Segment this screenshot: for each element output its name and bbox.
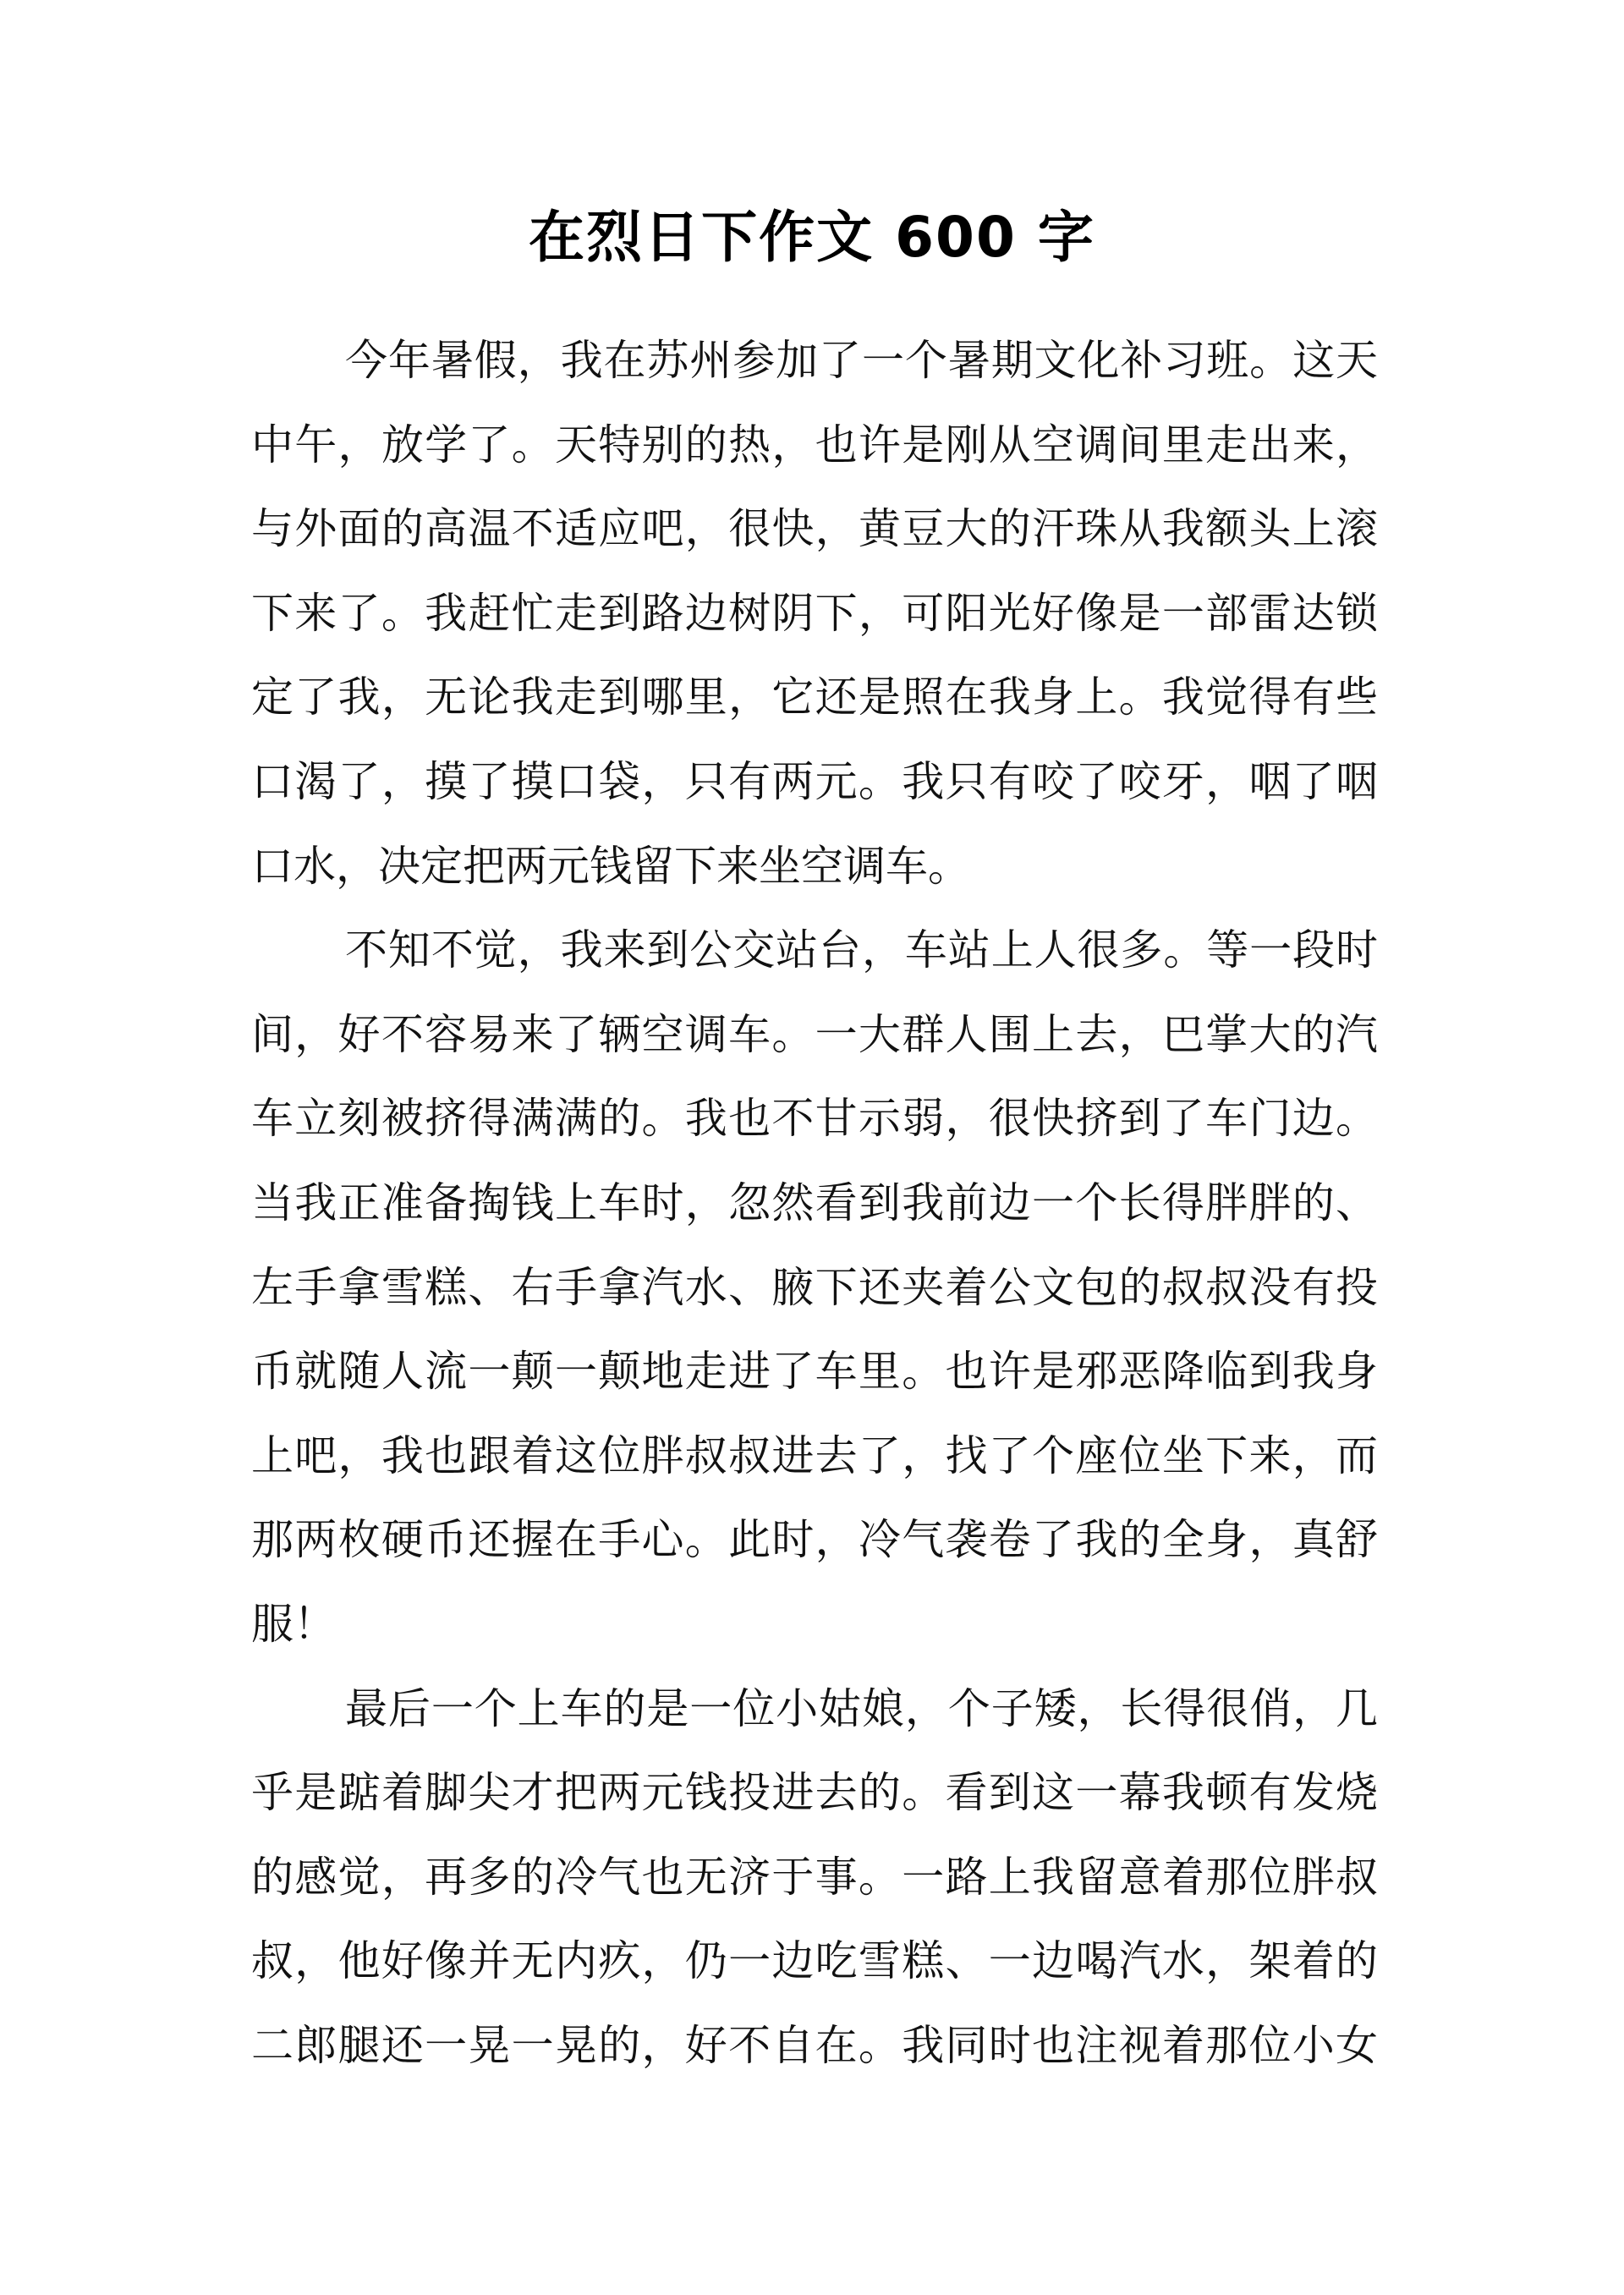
text-line: 最后一个上车的是一位小姑娘，个子矮，长得很俏，几: [345, 1683, 1378, 1733]
text-line: 币就随人流一颠一颠地走进了车里。也许是邪恶降临到我身: [251, 1347, 1378, 1397]
text-line: 那两枚硬币还握在手心。此时，冷气袭卷了我的全身，真舒: [251, 1515, 1378, 1565]
text-line: 当我正准备掏钱上车时，忽然看到我前边一个长得胖胖的、: [251, 1178, 1378, 1227]
text-line: 间，好不容易来了辆空调车。一大群人围上去，巴掌大的汽: [251, 1009, 1378, 1059]
paragraph-1: [251, 319, 1378, 909]
text-line: 上吧，我也跟着这位胖叔叔进去了，找了个座位坐下来，而: [251, 1430, 1378, 1480]
text-line: 定了我，无论我走到哪里，它还是照在我身上。我觉得有些: [251, 673, 1378, 722]
text-line: 中午，放学了。天特别的热，也许是刚从空调间里走出来，: [251, 420, 1378, 469]
text-line: 今年暑假，我在苏州参加了一个暑期文化补习班。这天: [345, 336, 1378, 385]
text-line: 叔，他好像并无内疚，仍一边吃雪糕、一边喝汽水，架着的: [251, 1936, 1378, 1986]
text-line: 服！: [251, 1599, 336, 1649]
document-body: [251, 319, 1378, 2088]
document-title: 在烈日下作文 600 字: [529, 205, 1095, 270]
text-line: 乎是踮着脚尖才把两元钱投进去的。看到这一幕我顿有发烧: [251, 1768, 1378, 1818]
text-line: 与外面的高温不适应吧，很快，黄豆大的汗珠从我额头上滚: [251, 504, 1378, 554]
paragraph-2: [251, 909, 1378, 1666]
text-line: 左手拿雪糕、右手拿汽水、腋下还夹着公文包的叔叔没有投: [251, 1262, 1378, 1312]
text-line: 的感觉，再多的冷气也无济于事。一路上我留意着那位胖叔: [251, 1852, 1378, 1902]
text-line: 不知不觉，我来到公交站台，车站上人很多。等一段时: [345, 925, 1378, 975]
text-line: 口水，决定把两元钱留下来坐空调车。: [251, 841, 970, 891]
text-line: 下来了。我赶忙走到路边树阴下，可阳光好像是一部雷达锁: [251, 588, 1378, 638]
text-line: 口渴了，摸了摸口袋，只有两元。我只有咬了咬牙，咽了咽: [251, 756, 1378, 806]
paragraph-3: [251, 1667, 1378, 2089]
text-line: 车立刻被挤得满满的。我也不甘示弱，很快挤到了车门边。: [251, 1094, 1378, 1144]
text-line: 二郎腿还一晃一晃的，好不自在。我同时也注视着那位小女: [251, 2020, 1378, 2070]
